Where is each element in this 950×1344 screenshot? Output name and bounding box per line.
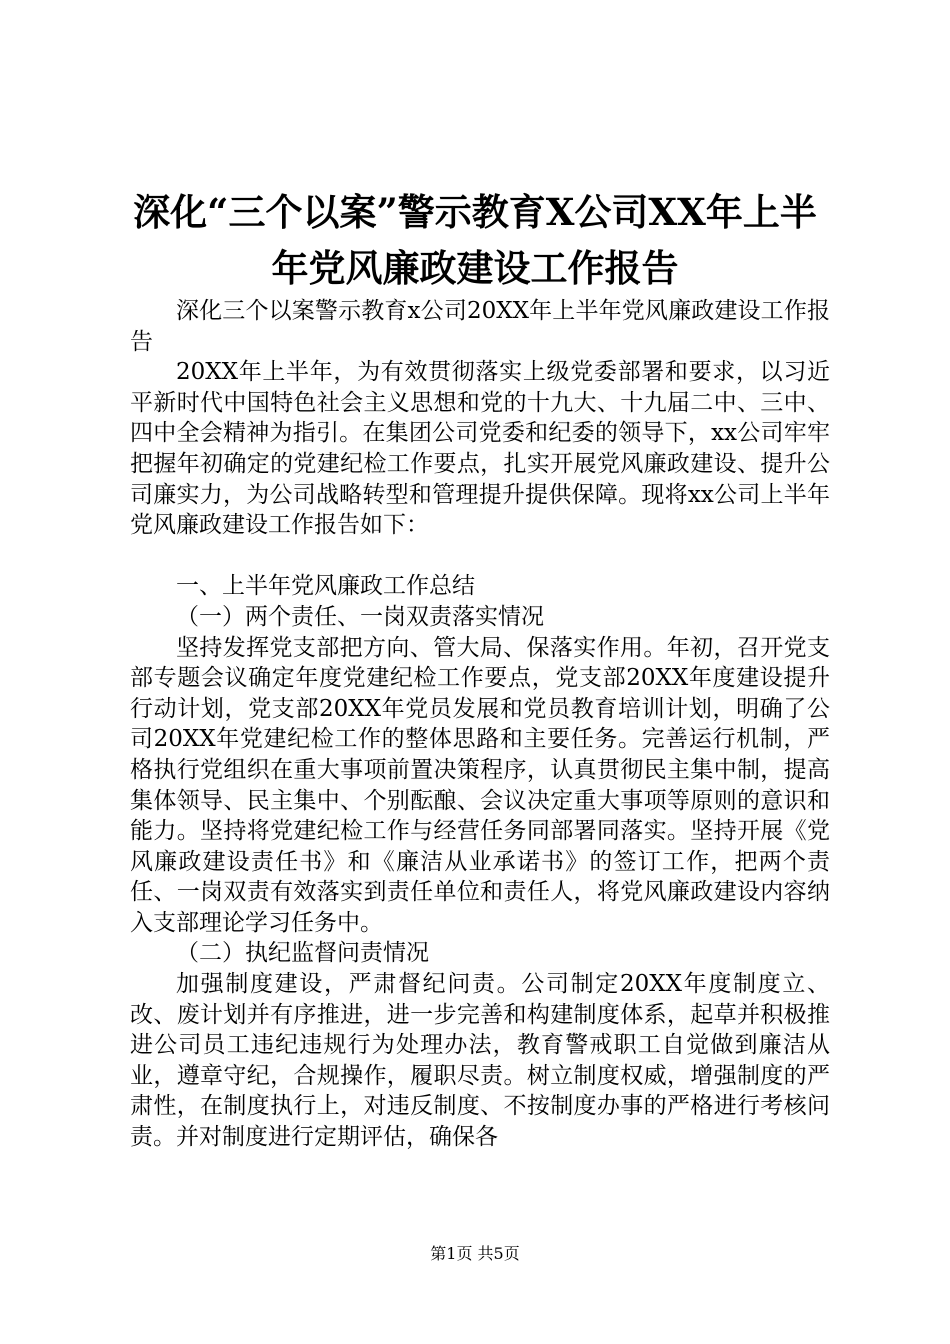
subsection-heading-2: （二）执纪监督问责情况 — [176, 940, 429, 967]
document-title-line-1: 深化“三个以案”警示教育X公司XX年上半 — [133, 190, 817, 234]
paragraph-spacer — [130, 541, 830, 572]
document-body — [130, 296, 830, 1153]
body-paragraph-1: 坚持发挥党支部把方向、管大局、保落实作用。年初，召开党支部专题会议确定年度党建纪检工作要点，党支部20XX年度建设提升行动计划，党支部20XX年党员发展和党员教育培训计划，明确了公司20XX年党建纪检工作的整体思路和主要任务。完善运行机制，严格执行党组织在重大事项前置决策程序，认真贯彻民主集中制，提高集体领导、民主集中、个别酝酿、会议决定重大事项等原则的意识和能力。坚持将党建纪检工作与经营任务同部署同落实。坚持开展《党风廉政建设责任书》和《廉洁从业承诺书》的签订工作，把两个责任、一岗双责有效落实到责任单位和责任人，将党风廉政建设内容纳入支部理论学习任务中。 — [130, 634, 830, 936]
body-paragraph-2: 加强制度建设，严肃督纪问责。公司制定20XX年度制度立、改、废计划并有序推进，进一步完善和构建制度体系，起草并积极推进公司员工违纪违规行为处理办法，教育警戒职工自觉做到廉洁从业，遵章守纪，合规操作，履职尽责。树立制度权威，增强制度的严肃性，在制度执行上，对违反制度、不按制度办事的严格进行考核问责。并对制度进行定期评估，确保各 — [130, 971, 830, 1151]
section-heading: 一、上半年党风廉政工作总结 — [176, 573, 475, 600]
document-title-line-2: 年党风廉政建设工作报告 — [271, 246, 679, 290]
intro-paragraph: 20XX年上半年，为有效贯彻落实上级党委部署和要求，以习近平新时代中国特色社会主义思想和党的十九大、十九届二中、三中、四中全会精神为指引。在集团公司党委和纪委的领导下，xx公司牢牢把握年初确定的党建纪检工作要点，扎实开展党风廉政建设、提升公司廉实力，为公司战略转型和管理提升提供保障。现将xx公司上半年党风廉政建设工作报告如下： — [130, 359, 830, 539]
page-footer: 第1页 共5页 — [430, 1244, 520, 1263]
subsection-heading-1: （一）两个责任、一岗双责落实情况 — [176, 603, 544, 630]
subtitle-paragraph: 深化三个以案警示教育x公司20XX年上半年党风廉政建设工作报告 — [130, 298, 830, 355]
